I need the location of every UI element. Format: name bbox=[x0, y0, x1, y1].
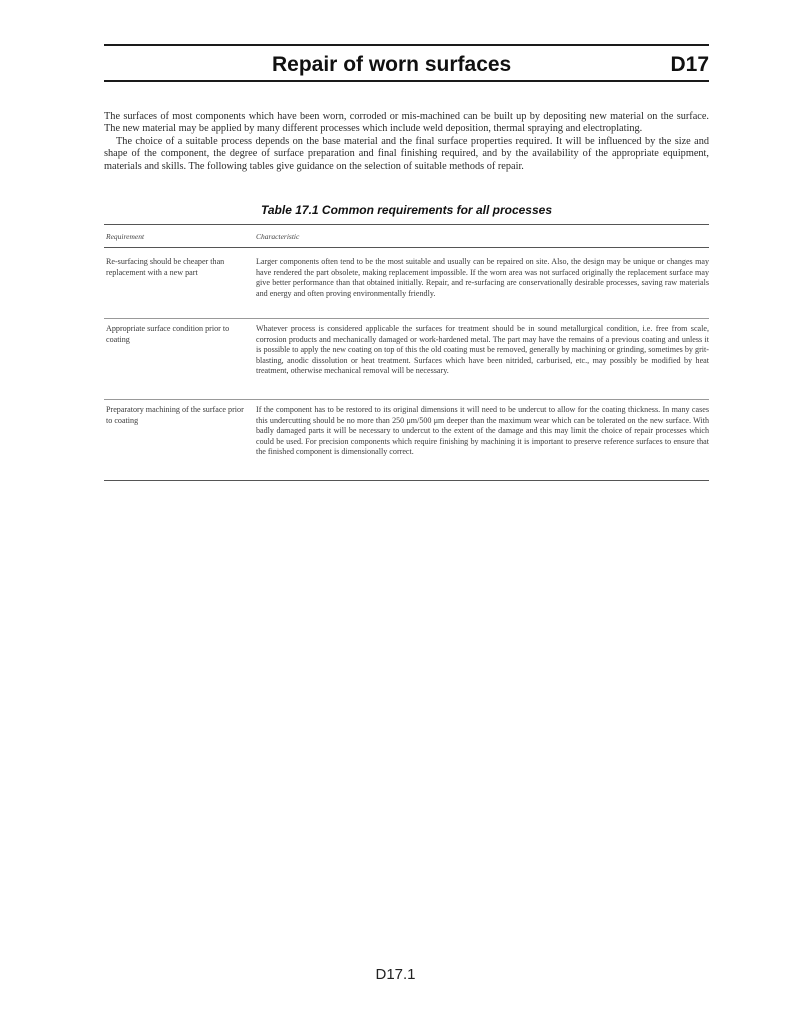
row-divider bbox=[104, 318, 709, 319]
characteristic-cell: Whatever process is considered applicable the surfaces for treatment should be in sound metallurgical condition, i.e. free from scale, corrosion products and mechanically damaged or work-hardened metal. The part may have the remains of a previous coating and unless it is possible to apply the new coating on top of this the old coating must be removed, generally by machining or grinding, sometimes by grit-blasting, anodic dissolution or heat treatment. Surfaces which have been nitrided, carburised, etc., may possibly be modified by heat treatment, otherwise mechanical removal will be necessary. bbox=[256, 324, 709, 375]
requirement-cell: Preparatory machining of the surface prior to coating bbox=[106, 405, 244, 425]
column-header-requirement: Requirement bbox=[106, 232, 145, 241]
row-divider bbox=[104, 399, 709, 400]
page-number: D17.1 bbox=[375, 966, 416, 983]
table-caption: Table 17.1 Common requirements for all processes bbox=[261, 203, 552, 217]
page-title: Repair of worn surfaces bbox=[272, 53, 512, 76]
page-header bbox=[104, 51, 709, 79]
section-code: D17 bbox=[670, 53, 709, 76]
characteristic-cell: If the component has to be restored to its original dimensions it will need to be undercut to allow for the coating thickness. In many cases this undercutting should be no more than 250 μm/500 μm deeper than the maximum wear which can be tolerated on the new surface. With badly damaged parts it will be necessary to undercut to the extent of the damage and this may limit the choice of repair processes which could be used. For precision components which require finishing by machining it is important to preserve reference surfaces to ensure that the finished component is dimensionally correct. bbox=[256, 405, 709, 456]
header-bottom-rule bbox=[104, 80, 709, 82]
intro-paragraph: The surfaces of most components which have been worn, corroded or mis-machined can be built up by depositing new material on the surface. The new material may be applied by many different processes which include weld deposition, thermal spraying and electroplating. bbox=[104, 111, 709, 135]
table-top-rule bbox=[104, 224, 709, 225]
requirement-cell: Re-surfacing should be cheaper than replacement with a new part bbox=[106, 257, 225, 277]
intro-paragraph: The choice of a suitable process depends on the base material and the final surface properties required. It will be influenced by the size and shape of the component, the degree of surface preparation and final finishing required, and by the availability of the appropriate equipment, materials and skills. The following tables give guidance on the selection of suitable methods of repair. bbox=[104, 135, 709, 172]
requirement-cell: Appropriate surface condition prior to coating bbox=[106, 324, 230, 344]
intro-text bbox=[104, 111, 709, 173]
table-bottom-rule bbox=[104, 480, 709, 481]
table-header-rule bbox=[104, 247, 709, 248]
column-header-characteristic: Characteristic bbox=[256, 232, 300, 241]
characteristic-cell: Larger components often tend to be the most suitable and usually can be repaired on site. Also, the design may be unique or changes may have rendered the part obsolete, making replacement impossible. If the worn area was not surfaced originally the replacement surface may give better performance than that obtained initially. Repair, and re-surfacing are conservationally desirable processes, saving raw materials and energy and often proving environmentally friendly. bbox=[256, 257, 709, 298]
header-top-rule bbox=[104, 44, 709, 46]
